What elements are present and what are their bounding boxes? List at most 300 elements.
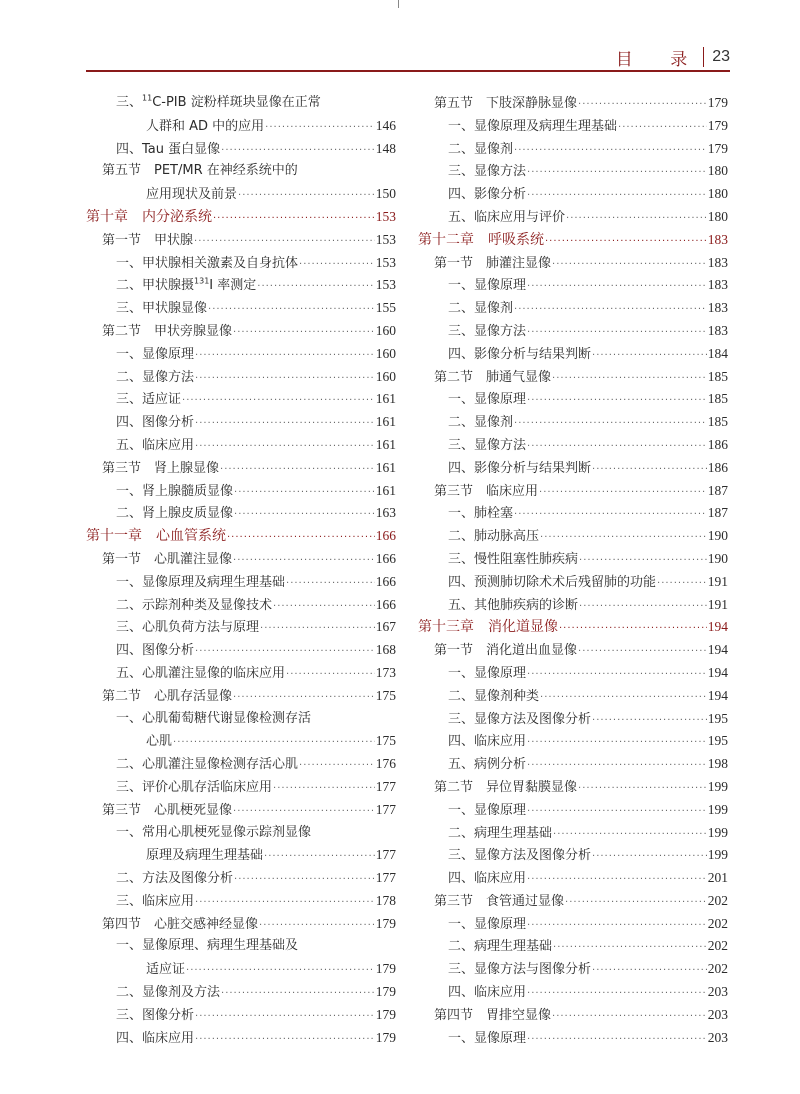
toc-entry-label	[86, 868, 233, 891]
toc-item-entry[interactable]	[86, 639, 396, 662]
toc-page-number: 201	[707, 870, 728, 886]
toc-item-entry[interactable]	[418, 320, 728, 343]
toc-entry-label	[418, 229, 544, 252]
toc-entry-label-text: 四、临床应用	[116, 1030, 195, 1046]
toc-page-number: 190	[707, 550, 728, 566]
toc-entry-label	[418, 435, 526, 458]
dot-leader	[527, 276, 707, 299]
toc-entry-label-prefix: 三、	[116, 95, 143, 110]
toc-page-number: 185	[707, 368, 728, 384]
toc-page-number: 163	[375, 505, 396, 521]
dot-leader	[233, 801, 375, 824]
toc-entry-label	[86, 367, 194, 390]
toc-page-number: 186	[707, 436, 728, 452]
toc-entry-label-text: 一、显像原理及病理生理基础	[448, 118, 618, 134]
dot-leader	[173, 732, 375, 755]
toc-entry-label-text: 三、显像方法及图像分析	[448, 711, 592, 727]
toc-entry-label-text: 一、显像原理	[448, 1030, 527, 1046]
toc-section-entry[interactable]	[418, 639, 728, 662]
toc-entry-label-text: 三、临床应用	[116, 893, 195, 909]
toc-item-entry[interactable]	[86, 343, 396, 366]
toc-item-entry[interactable]	[86, 366, 396, 389]
toc-entry-label-text: 五、其他肺疾病的诊断	[448, 597, 579, 613]
toc-section-entry[interactable]	[418, 366, 728, 389]
toc-section-entry[interactable]	[418, 776, 728, 799]
toc-entry-label	[86, 982, 220, 1005]
toc-entry-label	[86, 253, 298, 276]
toc-page-number: 190	[707, 528, 728, 544]
toc-item-entry[interactable]	[86, 867, 396, 890]
dot-leader	[514, 504, 707, 527]
toc-entry-label-text: 五、临床应用与评价	[448, 209, 566, 225]
toc-item-entry[interactable]	[86, 138, 396, 161]
dot-leader	[565, 892, 707, 915]
dot-leader	[208, 299, 375, 322]
toc-item-entry[interactable]	[86, 183, 396, 206]
toc-entry-label	[86, 481, 233, 504]
toc-entry-label-text: 适应证	[146, 962, 186, 978]
toc-page-number: 179	[375, 961, 396, 977]
toc-entry-label	[86, 298, 207, 321]
toc-item-entry[interactable]	[418, 411, 728, 434]
toc-entry-label	[418, 367, 551, 390]
dot-leader	[514, 140, 707, 163]
toc-item-entry[interactable]	[418, 935, 728, 958]
toc-item-entry[interactable]	[418, 297, 728, 320]
toc-page-number: 179	[707, 140, 728, 156]
toc-page-number: 199	[707, 778, 728, 794]
toc-page-number: 175	[375, 687, 396, 703]
toc-entry-label-text: I 率测定	[209, 278, 257, 294]
toc-item-entry[interactable]	[418, 981, 728, 1004]
toc-section-entry[interactable]	[418, 252, 728, 275]
toc-page-number: 191	[707, 596, 728, 612]
toc-item-entry[interactable]	[418, 502, 728, 525]
toc-entry-label	[418, 161, 526, 184]
dot-leader	[264, 846, 375, 869]
toc-item-entry[interactable]	[418, 160, 728, 183]
toc-page-number: 161	[375, 391, 396, 407]
dot-leader	[227, 527, 375, 550]
toc-entry-label-text: 一、肾上腺髓质显像	[116, 483, 234, 499]
toc-entry-label-text: 三、适应证	[116, 392, 182, 408]
toc-item-entry[interactable]	[86, 571, 396, 594]
dot-leader	[592, 846, 707, 869]
page-number: 23	[712, 48, 730, 65]
toc-page-number: 194	[707, 642, 728, 658]
dot-leader	[559, 618, 707, 641]
toc-entry-label-text: 原理及病理生理基础	[146, 848, 264, 864]
toc-item-entry[interactable]	[86, 708, 396, 731]
toc-item-entry[interactable]	[86, 274, 396, 297]
toc-item-entry[interactable]	[418, 434, 728, 457]
toc-entry-label-text: 四、临床应用	[448, 871, 527, 887]
toc-page-number: 199	[707, 801, 728, 817]
toc-entry-label-text: 一、肺栓塞	[448, 506, 514, 522]
toc-item-entry[interactable]	[418, 958, 728, 981]
dot-leader	[552, 1006, 707, 1029]
toc-section-entry[interactable]	[418, 480, 728, 503]
toc-page-number: 202	[707, 961, 728, 977]
dot-leader	[579, 596, 707, 619]
toc-entry-label-text: 一、显像原理	[448, 916, 527, 932]
toc-entry-label	[86, 92, 321, 115]
toc-entry-label	[86, 160, 298, 183]
toc-entry-label-text: 第二节 肺通气显像	[434, 369, 552, 385]
toc-page-number: 153	[375, 254, 396, 270]
dot-leader	[527, 185, 707, 208]
toc-page-number: 179	[707, 95, 728, 110]
toc-entry-label-text: 二、显像剂种类	[448, 688, 540, 704]
toc-section-entry[interactable]	[86, 320, 396, 343]
toc-entry-label	[418, 982, 526, 1005]
dot-leader	[221, 983, 375, 1006]
toc-item-entry[interactable]	[418, 730, 728, 753]
toc-page-number: 160	[375, 322, 396, 338]
toc-page-number: 203	[707, 984, 728, 1000]
toc-entry-label	[86, 822, 311, 845]
dot-leader	[578, 94, 707, 117]
toc-section-entry[interactable]	[418, 1004, 728, 1027]
isotope-superscript: 11	[142, 93, 153, 103]
toc-page-number: 185	[707, 414, 728, 430]
dot-leader	[592, 459, 707, 482]
dot-leader	[194, 231, 375, 254]
toc-chapter-entry[interactable]	[86, 525, 396, 548]
toc-item-entry[interactable]	[418, 867, 728, 890]
toc-entry-label	[86, 959, 185, 982]
toc-entry-label-text: 第一节 甲状腺	[102, 232, 194, 248]
dot-leader	[273, 596, 375, 619]
toc-page-number: 199	[707, 824, 728, 840]
toc-chapter-entry[interactable]	[86, 206, 396, 229]
toc-page-number: 187	[707, 505, 728, 521]
toc-entry-label-text: 四、Tau 蛋白显像	[116, 141, 221, 157]
toc-entry-label-text: 三、显像方法	[448, 323, 527, 339]
toc-section-entry[interactable]	[86, 685, 396, 708]
toc-entry-label	[418, 823, 552, 846]
toc-entry-label-text: 三、甲状腺显像	[116, 301, 208, 317]
toc-item-entry[interactable]	[86, 730, 396, 753]
dot-leader	[195, 413, 375, 436]
toc-item-entry[interactable]	[418, 753, 728, 776]
toc-entry-label	[86, 800, 232, 823]
toc-page-number: 179	[375, 1029, 396, 1045]
toc-entry-label-text: 第二节 甲状旁腺显像	[102, 323, 233, 339]
toc-page-number: 153	[375, 208, 396, 224]
toc-entry-label	[418, 526, 539, 549]
toc-page-number: 199	[707, 847, 728, 863]
toc-item-entry[interactable]	[418, 548, 728, 571]
toc-entry-label-text: 四、临床应用	[448, 734, 527, 750]
header-divider	[703, 47, 704, 67]
toc-item-entry[interactable]	[86, 594, 396, 617]
toc-page-number: 198	[707, 756, 728, 772]
dot-leader	[527, 436, 707, 459]
toc-page-number: 195	[707, 710, 728, 726]
toc-entry-label-text: 第三节 肾上腺显像	[102, 460, 220, 476]
toc-entry-label	[86, 914, 258, 937]
toc-item-entry[interactable]	[418, 343, 728, 366]
header-title: 目 录	[615, 49, 704, 70]
toc-section-entry[interactable]	[86, 548, 396, 571]
toc-entry-label	[418, 800, 526, 823]
toc-entry-label	[86, 435, 194, 458]
toc-entry-label-text: 第一节 消化道出血显像	[434, 643, 578, 659]
toc-entry-label	[86, 777, 272, 800]
toc-page-number: 183	[707, 254, 728, 270]
toc-section-entry[interactable]	[86, 160, 396, 183]
toc-item-entry[interactable]	[86, 252, 396, 275]
dot-leader	[527, 162, 707, 185]
toc-entry-label-text: 二、病理生理基础	[448, 825, 553, 841]
toc-item-entry[interactable]	[418, 525, 728, 548]
toc-entry-label-text: 一、常用心肌梗死显像示踪剂显像	[116, 824, 312, 840]
toc-entry-label-text: 第十三章 消化道显像	[418, 619, 558, 636]
toc-item-entry[interactable]	[418, 274, 728, 297]
toc-page-number: 183	[707, 300, 728, 316]
toc-item-entry[interactable]	[418, 594, 728, 617]
toc-item-entry[interactable]	[418, 183, 728, 206]
dot-leader	[257, 276, 374, 299]
toc-page-number: 194	[707, 687, 728, 703]
toc-page-number: 166	[375, 528, 396, 544]
toc-entry-label-text: 一、显像原理、病理生理基础及	[116, 938, 299, 954]
toc-item-entry[interactable]	[86, 1027, 396, 1050]
toc-entry-label	[86, 686, 232, 709]
toc-page-number: 191	[707, 573, 728, 589]
toc-entry-label-text: 二、显像方法	[116, 369, 195, 385]
toc-entry-label-text: 五、心肌灌注显像的临床应用	[116, 665, 286, 681]
toc-item-entry[interactable]	[418, 457, 728, 480]
toc-entry-label-text: 一、显像原理	[448, 278, 527, 294]
toc-entry-label-text: 第一节 肺灌注显像	[434, 255, 552, 271]
dot-leader	[233, 550, 375, 573]
toc-entry-label	[86, 663, 285, 686]
toc-page-number: 177	[375, 778, 396, 794]
toc-entry-label-text: 第五节 PET/MR 在神经系统中的	[102, 163, 298, 179]
toc-item-entry[interactable]	[86, 958, 396, 981]
dot-leader	[592, 710, 707, 733]
toc-left-column	[86, 92, 396, 1049]
toc-entry-label	[418, 709, 591, 732]
toc-page-number: 153	[375, 277, 396, 293]
toc-page-number: 146	[375, 117, 396, 133]
toc-entry-label	[418, 777, 577, 800]
dot-leader	[195, 1006, 375, 1029]
toc-entry-label-text: 一、显像原理	[448, 802, 527, 818]
toc-entry-label-text: 三、心肌负荷方法与原理	[116, 620, 260, 636]
toc-section-entry[interactable]	[86, 229, 396, 252]
toc-entry-label	[86, 617, 259, 640]
toc-entry-label	[418, 663, 526, 686]
toc-entry-label-text: 四、图像分析	[116, 643, 195, 659]
toc-item-entry[interactable]	[86, 388, 396, 411]
toc-entry-label-text: 应用现状及前景	[146, 187, 238, 203]
toc-page-number: 180	[707, 186, 728, 202]
toc-item-entry[interactable]	[418, 822, 728, 845]
toc-item-entry[interactable]	[418, 571, 728, 594]
toc-chapter-entry[interactable]	[418, 229, 728, 252]
dot-leader	[539, 482, 707, 505]
toc-entry-label-text: 第四节 胃排空显像	[434, 1007, 552, 1023]
toc-page-number: 194	[707, 619, 728, 635]
dot-leader	[221, 140, 375, 163]
toc-item-entry[interactable]	[418, 913, 728, 936]
toc-item-entry[interactable]	[418, 138, 728, 161]
toc-entry-label-text: 心肌	[146, 734, 173, 750]
toc-entry-label-text: 三、显像方法与图像分析	[448, 962, 592, 978]
toc-entry-label	[86, 572, 285, 595]
toc-page-number: 173	[375, 664, 396, 680]
toc-section-entry[interactable]	[86, 913, 396, 936]
toc-item-entry[interactable]	[86, 502, 396, 525]
toc-item-entry[interactable]	[418, 708, 728, 731]
dot-leader	[527, 983, 707, 1006]
dot-leader	[195, 1029, 375, 1052]
toc-entry-label-text: 三、慢性阻塞性肺疾病	[448, 551, 579, 567]
toc-section-entry[interactable]	[418, 890, 728, 913]
toc-item-entry[interactable]	[418, 388, 728, 411]
toc-item-entry[interactable]	[86, 822, 396, 845]
page-header	[616, 44, 730, 70]
toc-section-entry[interactable]	[86, 457, 396, 480]
toc-item-entry[interactable]	[418, 685, 728, 708]
toc-page-number: 202	[707, 915, 728, 931]
toc-item-entry[interactable]	[418, 1027, 728, 1050]
toc-item-entry[interactable]	[86, 616, 396, 639]
toc-entry-label	[86, 116, 264, 139]
dot-leader	[514, 299, 707, 322]
dot-leader	[195, 892, 375, 915]
dot-leader	[592, 960, 707, 983]
toc-entry-label-text: 二、显像剂及方法	[116, 985, 221, 1001]
toc-entry-label	[418, 754, 526, 777]
toc-entry-label	[86, 549, 232, 572]
toc-entry-label-text: 三、显像方法及图像分析	[448, 848, 592, 864]
toc-section-entry[interactable]	[418, 92, 728, 115]
toc-item-entry[interactable]	[86, 662, 396, 685]
dot-leader	[195, 436, 375, 459]
toc-entry-label-text: 二、肾上腺皮质显像	[116, 506, 234, 522]
toc-page-number: 160	[375, 368, 396, 384]
toc-entry-label	[418, 868, 526, 891]
dot-leader	[618, 117, 707, 140]
toc-entry-label	[418, 845, 591, 868]
toc-item-entry[interactable]	[86, 92, 396, 115]
toc-section-entry[interactable]	[86, 799, 396, 822]
dot-leader	[578, 778, 707, 801]
toc-entry-label	[86, 412, 194, 435]
toc-item-entry[interactable]	[86, 890, 396, 913]
dot-leader	[234, 482, 375, 505]
toc-item-entry[interactable]	[418, 662, 728, 685]
toc-item-entry[interactable]	[86, 411, 396, 434]
toc-entry-label	[86, 708, 311, 731]
toc-entry-label-text: 五、临床应用	[116, 437, 195, 453]
toc-entry-label-text: 第十章 内分泌系统	[86, 208, 212, 225]
toc-page-number: 148	[375, 140, 396, 156]
toc-entry-label	[418, 959, 591, 982]
toc-entry-label-text: 四、影像分析	[448, 187, 527, 203]
toc-item-entry[interactable]	[86, 844, 396, 867]
toc-entry-label	[418, 640, 577, 663]
toc-item-entry[interactable]	[86, 1004, 396, 1027]
toc-entry-label	[86, 595, 272, 618]
toc-item-entry[interactable]	[418, 115, 728, 138]
dot-leader	[553, 824, 707, 847]
dot-leader	[234, 869, 375, 892]
toc-item-entry[interactable]	[86, 434, 396, 457]
toc-entry-label	[86, 344, 194, 367]
dot-leader	[527, 801, 707, 824]
toc-entry-label	[418, 184, 526, 207]
toc-page-number: 194	[707, 664, 728, 680]
dot-leader	[260, 618, 375, 641]
dot-leader	[552, 254, 707, 277]
toc-page-number: 180	[707, 208, 728, 224]
toc-page-number: 167	[375, 619, 396, 635]
toc-entry-label-prefix: 二、甲状腺摄	[116, 278, 195, 294]
toc-entry-label	[86, 754, 298, 777]
toc-page-number: 153	[375, 231, 396, 247]
toc-entry-label-text: 二、显像剂	[448, 301, 514, 317]
toc-entry-label	[86, 503, 233, 526]
dot-leader	[259, 915, 375, 938]
toc-item-entry[interactable]	[86, 115, 396, 138]
toc-entry-label-text: 第二节 异位胃黏膜显像	[434, 779, 578, 795]
toc-entry-label-text: 第二节 心肌存活显像	[102, 688, 233, 704]
dot-leader	[592, 345, 707, 368]
toc-page-number: 161	[375, 414, 396, 430]
toc-item-entry[interactable]	[418, 844, 728, 867]
toc-item-entry[interactable]	[86, 753, 396, 776]
dot-leader	[527, 1029, 707, 1052]
toc-item-entry[interactable]	[418, 206, 728, 229]
toc-entry-label-text: 第十二章 呼吸系统	[418, 231, 544, 248]
toc-page-number: 178	[375, 892, 396, 908]
toc-entry-label	[418, 458, 591, 481]
toc-entry-label	[418, 572, 656, 595]
toc-page-number: 183	[707, 277, 728, 293]
dot-leader	[220, 459, 375, 482]
toc-item-entry[interactable]	[418, 799, 728, 822]
toc-page-number: 175	[375, 733, 396, 749]
toc-entry-label	[418, 321, 526, 344]
toc-entry-label	[86, 206, 212, 229]
toc-right-column	[418, 92, 728, 1049]
toc-item-entry[interactable]	[86, 480, 396, 503]
toc-entry-label-text: 人群和 AD 中的应用	[146, 118, 265, 134]
toc-entry-label	[86, 891, 194, 914]
toc-page-number: 202	[707, 892, 728, 908]
toc-item-entry[interactable]	[86, 776, 396, 799]
toc-page-number: 187	[707, 482, 728, 498]
toc-entry-label	[86, 184, 237, 207]
dot-leader	[545, 231, 707, 254]
toc-page-number: 155	[375, 300, 396, 316]
toc-entry-label	[418, 253, 551, 276]
toc-entry-label-text: 第一节 心肌灌注显像	[102, 551, 233, 567]
toc-chapter-entry[interactable]	[418, 616, 728, 639]
dot-leader	[527, 390, 707, 413]
toc-item-entry[interactable]	[86, 297, 396, 320]
dot-leader	[299, 755, 375, 778]
toc-entry-label	[418, 275, 526, 298]
toc-item-entry[interactable]	[86, 935, 396, 958]
toc-item-entry[interactable]	[86, 981, 396, 1004]
toc-entry-label	[418, 616, 558, 639]
